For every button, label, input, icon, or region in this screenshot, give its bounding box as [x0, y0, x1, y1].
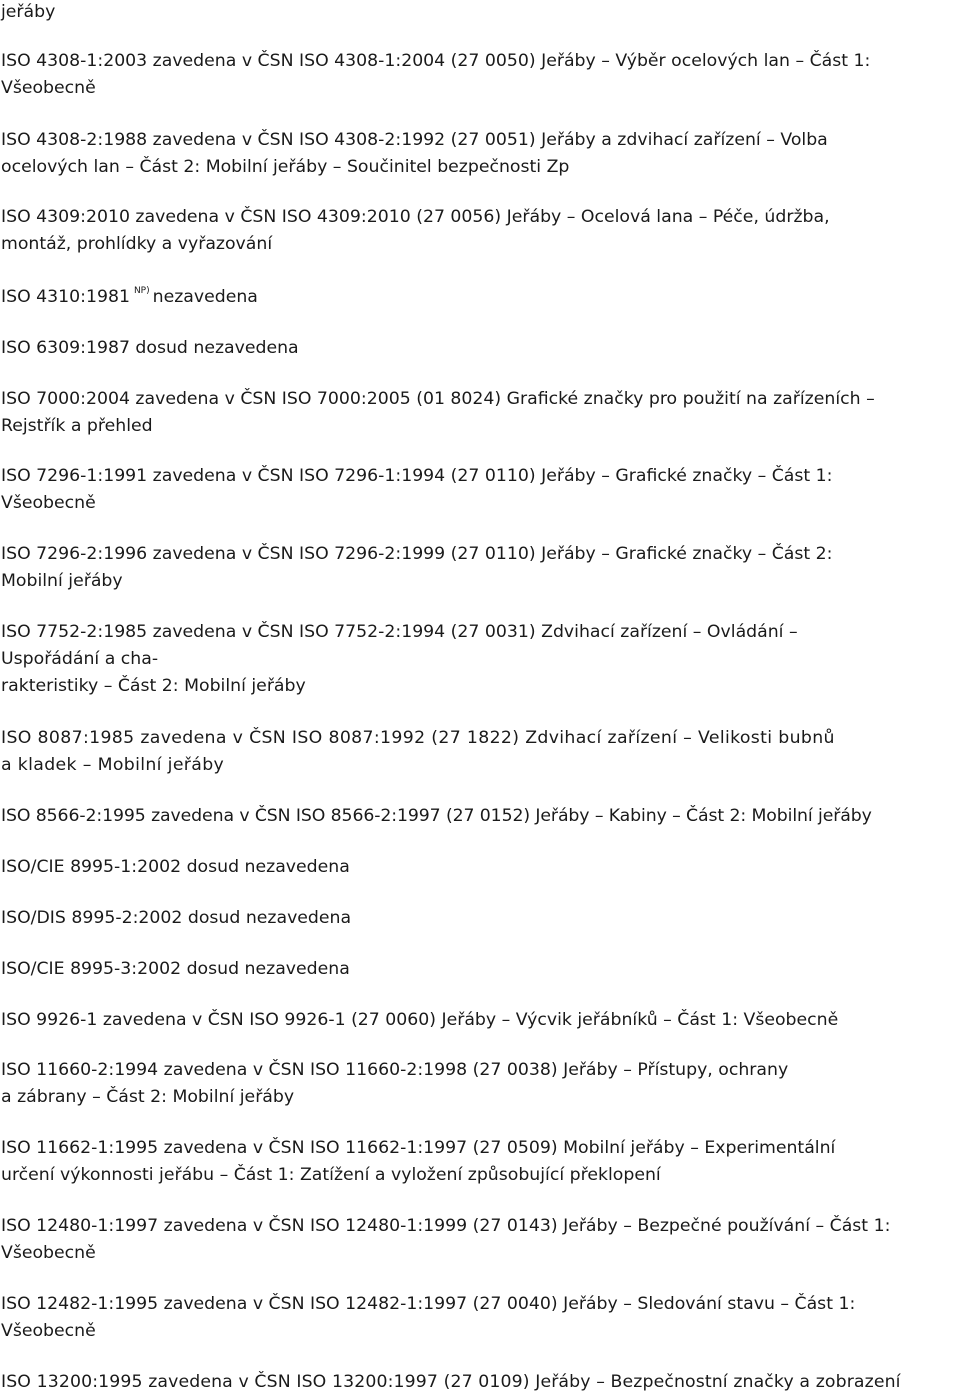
standard-entry	[1, 284, 258, 311]
standard-entry	[1, 463, 832, 517]
standard-entry	[1, 725, 835, 779]
entry-line: ISO 4309:2010 zavedena v ČSN ISO 4309:2010 (27 0056) Jeřáby – Ocelová lana – Péče, údržba,	[1, 207, 830, 227]
entry-line: a kladek – Mobilní jeřáby	[1, 755, 225, 775]
entry-line: ISO 11660-2:1994 zavedena v ČSN ISO 11660-2:1998 (27 0038) Jeřáby – Přístupy, ochrany	[1, 1060, 789, 1080]
standard-entry	[1, 854, 350, 881]
standard-entry	[1, 541, 832, 595]
entry-line: Všeobecně	[1, 493, 96, 513]
entry-line: ocelových lan – Část 2: Mobilní jeřáby – Součinitel bezpečnosti Zp	[1, 157, 570, 177]
entry-line: ISO 7000:2004 zavedena v ČSN ISO 7000:2005 (01 8024) Grafické značky pro použití na zařízeních –	[1, 389, 875, 409]
standard-entry	[1, 1135, 835, 1189]
entry-line: ISO 8566-2:1995 zavedena v ČSN ISO 8566-2:1997 (27 0152) Jeřáby – Kabiny – Část 2: Mobilní jeřáby	[1, 806, 872, 826]
entry-line: ISO 8087:1985 zavedena v ČSN ISO 8087:1992 (27 1822) Zdvihací zařízení – Velikosti bubnů	[1, 728, 835, 748]
entry-line: Rejstřík a přehled	[1, 416, 153, 436]
entry-line: Mobilní jeřáby	[1, 571, 123, 591]
entry-line: ISO 7296-1:1991 zavedena v ČSN ISO 7296-1:1994 (27 0110) Jeřáby – Grafické značky – Část 1:	[1, 466, 833, 486]
standard-code: ISO 4310:1981	[1, 287, 130, 307]
entry-line: ISO 7752-2:1985 zavedena v ČSN ISO 7752-2:1994 (27 0031) Zdvihací zařízení – Ovládání –	[1, 622, 798, 642]
standard-entry	[1, 956, 350, 983]
entry-line: Všeobecně	[1, 1243, 96, 1263]
standard-entry	[1, 1057, 788, 1111]
entry-line: ISO 13200:1995 zavedena v ČSN ISO 13200:1997 (27 0109) Jeřáby – Bezpečnostní značky a zobrazení	[1, 1372, 901, 1392]
entry-line	[1, 284, 258, 311]
entry-line: montáž, prohlídky a vyřazování	[1, 234, 273, 254]
standard-entry	[1, 48, 870, 102]
entry-line: ISO/CIE 8995-1:2002 dosud nezavedena	[1, 857, 350, 877]
standard-entry	[1, 1291, 855, 1345]
entry-line: ISO 6309:1987 dosud nezavedena	[1, 338, 299, 358]
entry-line: ISO 4308-1:2003 zavedena v ČSN ISO 4308-1:2004 (27 0050) Jeřáby – Výběr ocelových lan – Část 1:	[1, 51, 871, 71]
standard-entry	[1, 905, 351, 932]
footnote-marker: NP)	[133, 286, 150, 296]
entry-line: ISO 11662-1:1995 zavedena v ČSN ISO 11662-1:1997 (27 0509) Mobilní jeřáby – Experimentální	[1, 1138, 836, 1158]
entry-line: ISO 9926-1 zavedena v ČSN ISO 9926-1 (27 0060) Jeřáby – Výcvik jeřábníků – Část 1: Všeobecně	[1, 1010, 839, 1030]
standard-entry	[1, 1213, 890, 1267]
standard-entry	[1, 619, 798, 700]
entry-line: ISO 7296-2:1996 zavedena v ČSN ISO 7296-2:1999 (27 0110) Jeřáby – Grafické značky – Část 2:	[1, 544, 833, 564]
standard-entry	[1, 803, 872, 830]
entry-line: ISO 12480-1:1997 zavedena v ČSN ISO 12480-1:1999 (27 0143) Jeřáby – Bezpečné používání – Část 1:	[1, 1216, 891, 1236]
entry-line: určení výkonnosti jeřábu – Část 1: Zatížení a vyložení způsobující překlopení	[1, 1165, 661, 1185]
entry-line: Uspořádání a cha-	[1, 649, 159, 669]
standard-entry	[1, 386, 875, 440]
entry-line: a zábrany – Část 2: Mobilní jeřáby	[1, 1087, 295, 1107]
standard-status: nezavedena	[152, 287, 258, 307]
entry-line: Všeobecně	[1, 78, 96, 98]
standard-entry	[1, 1007, 838, 1034]
entry-line: ISO 12482-1:1995 zavedena v ČSN ISO 12482-1:1997 (27 0040) Jeřáby – Sledování stavu – Část 1:	[1, 1294, 856, 1314]
entry-line: ISO/DIS 8995-2:2002 dosud nezavedena	[1, 908, 352, 928]
entry-line: ISO/CIE 8995-3:2002 dosud nezavedena	[1, 959, 350, 979]
standard-entry	[1, 127, 828, 181]
entry-line: ISO 4308-2:1988 zavedena v ČSN ISO 4308-2:1992 (27 0051) Jeřáby a zdvihací zařízení – Volba	[1, 130, 828, 150]
entry-line: rakteristiky – Část 2: Mobilní jeřáby	[1, 676, 306, 696]
standard-entry	[1, 1369, 901, 1396]
standard-entry	[1, 335, 299, 362]
standard-entry	[1, 204, 830, 258]
entry-line: Všeobecně	[1, 1321, 96, 1341]
section-heading: jeřáby	[1, 2, 56, 22]
